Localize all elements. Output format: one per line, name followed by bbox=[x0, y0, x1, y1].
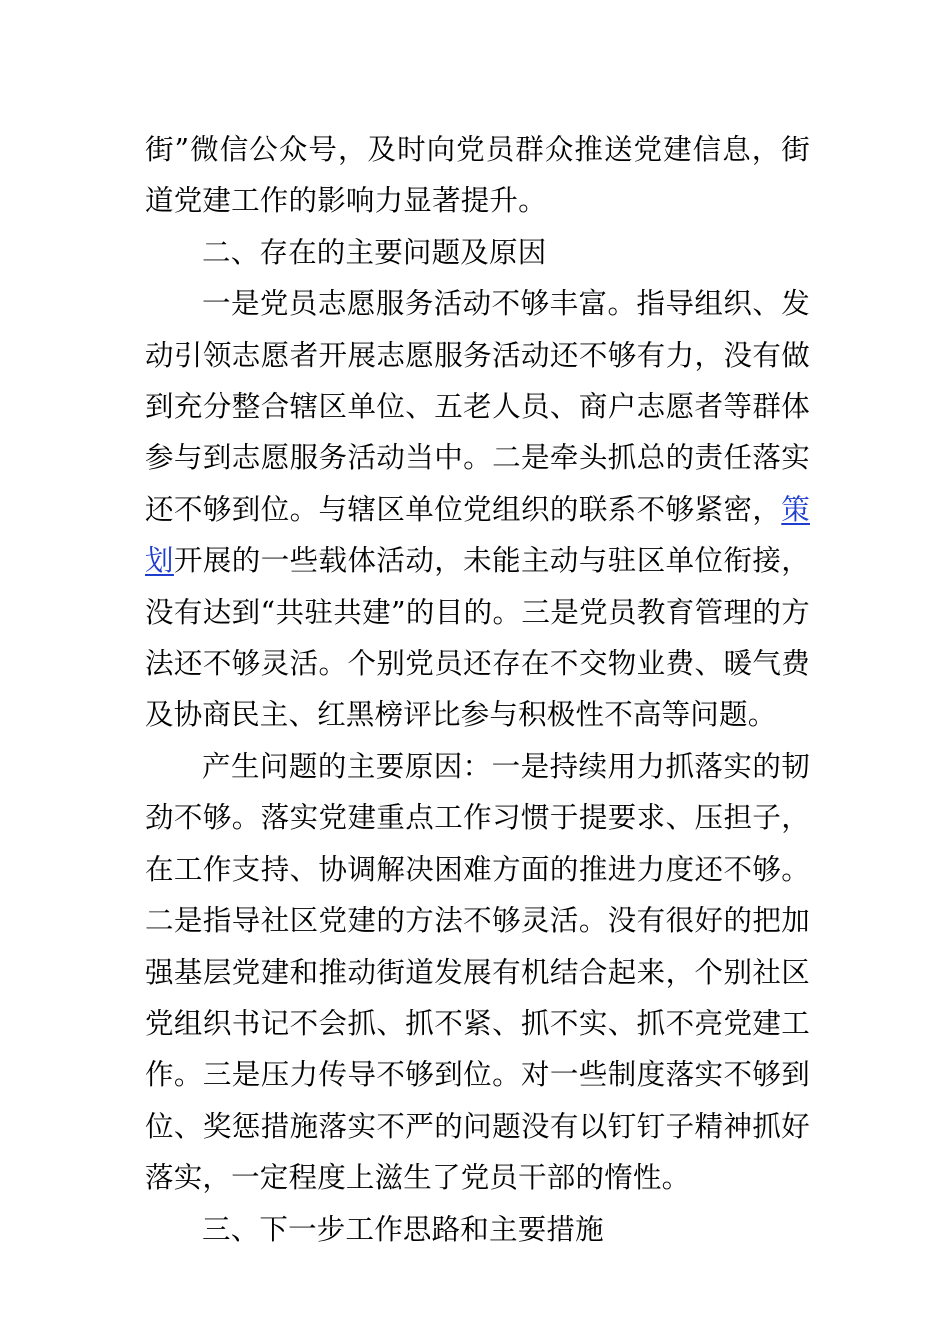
document-body bbox=[145, 124, 810, 1255]
section-heading-problems: 二、存在的主要问题及原因 bbox=[202, 235, 547, 269]
paragraph-text-after-link: 开展的一些载体活动，未能主动与驻区单位衔接，没有达到“共驻共建”的目的。三是党员教育管理的方法还不够灵活。个别党员还存在不交物业费、暖气费及协商民主、红黑榜评比参与积极性不高等问题。 bbox=[145, 544, 811, 732]
paragraph-problems bbox=[145, 278, 810, 741]
paragraph-continued: 街”微信公众号，及时向党员群众推送党建信息，街道党建工作的影响力显著提升。 bbox=[145, 133, 810, 218]
paragraph-causes: 产生问题的主要原因：一是持续用力抓落实的韧劲不够。落实党建重点工作习惯于提要求、压担子，在工作支持、协调解决困难方面的推进力度还不够。二是指导社区党建的方法不够灵活。没有很好的把加强基层党建和推动街道发展有机结合起来，个别社区党组织书记不会抓、抓不紧、抓不实、抓不亮党建工作。三是压力传导不够到位。对一些制度落实不够到位、奖惩措施落实不严的问题没有以钉钉子精神抓好落实，一定程度上滋生了党员干部的惰性。 bbox=[145, 749, 810, 1195]
paragraph-text-before-link: 一是党员志愿服务活动不够丰富。指导组织、发动引领志愿者开展志愿服务活动还不够有力，没有做到充分整合辖区单位、五老人员、商户志愿者等群体参与到志愿服务活动当中。二是牵头抓总的责任落实还不够到位。与辖区单位党组织的联系不够紧密， bbox=[145, 287, 810, 526]
section-heading-next-steps: 三、下一步工作思路和主要措施 bbox=[202, 1212, 604, 1246]
planning-link[interactable]: 策划 bbox=[145, 492, 810, 578]
